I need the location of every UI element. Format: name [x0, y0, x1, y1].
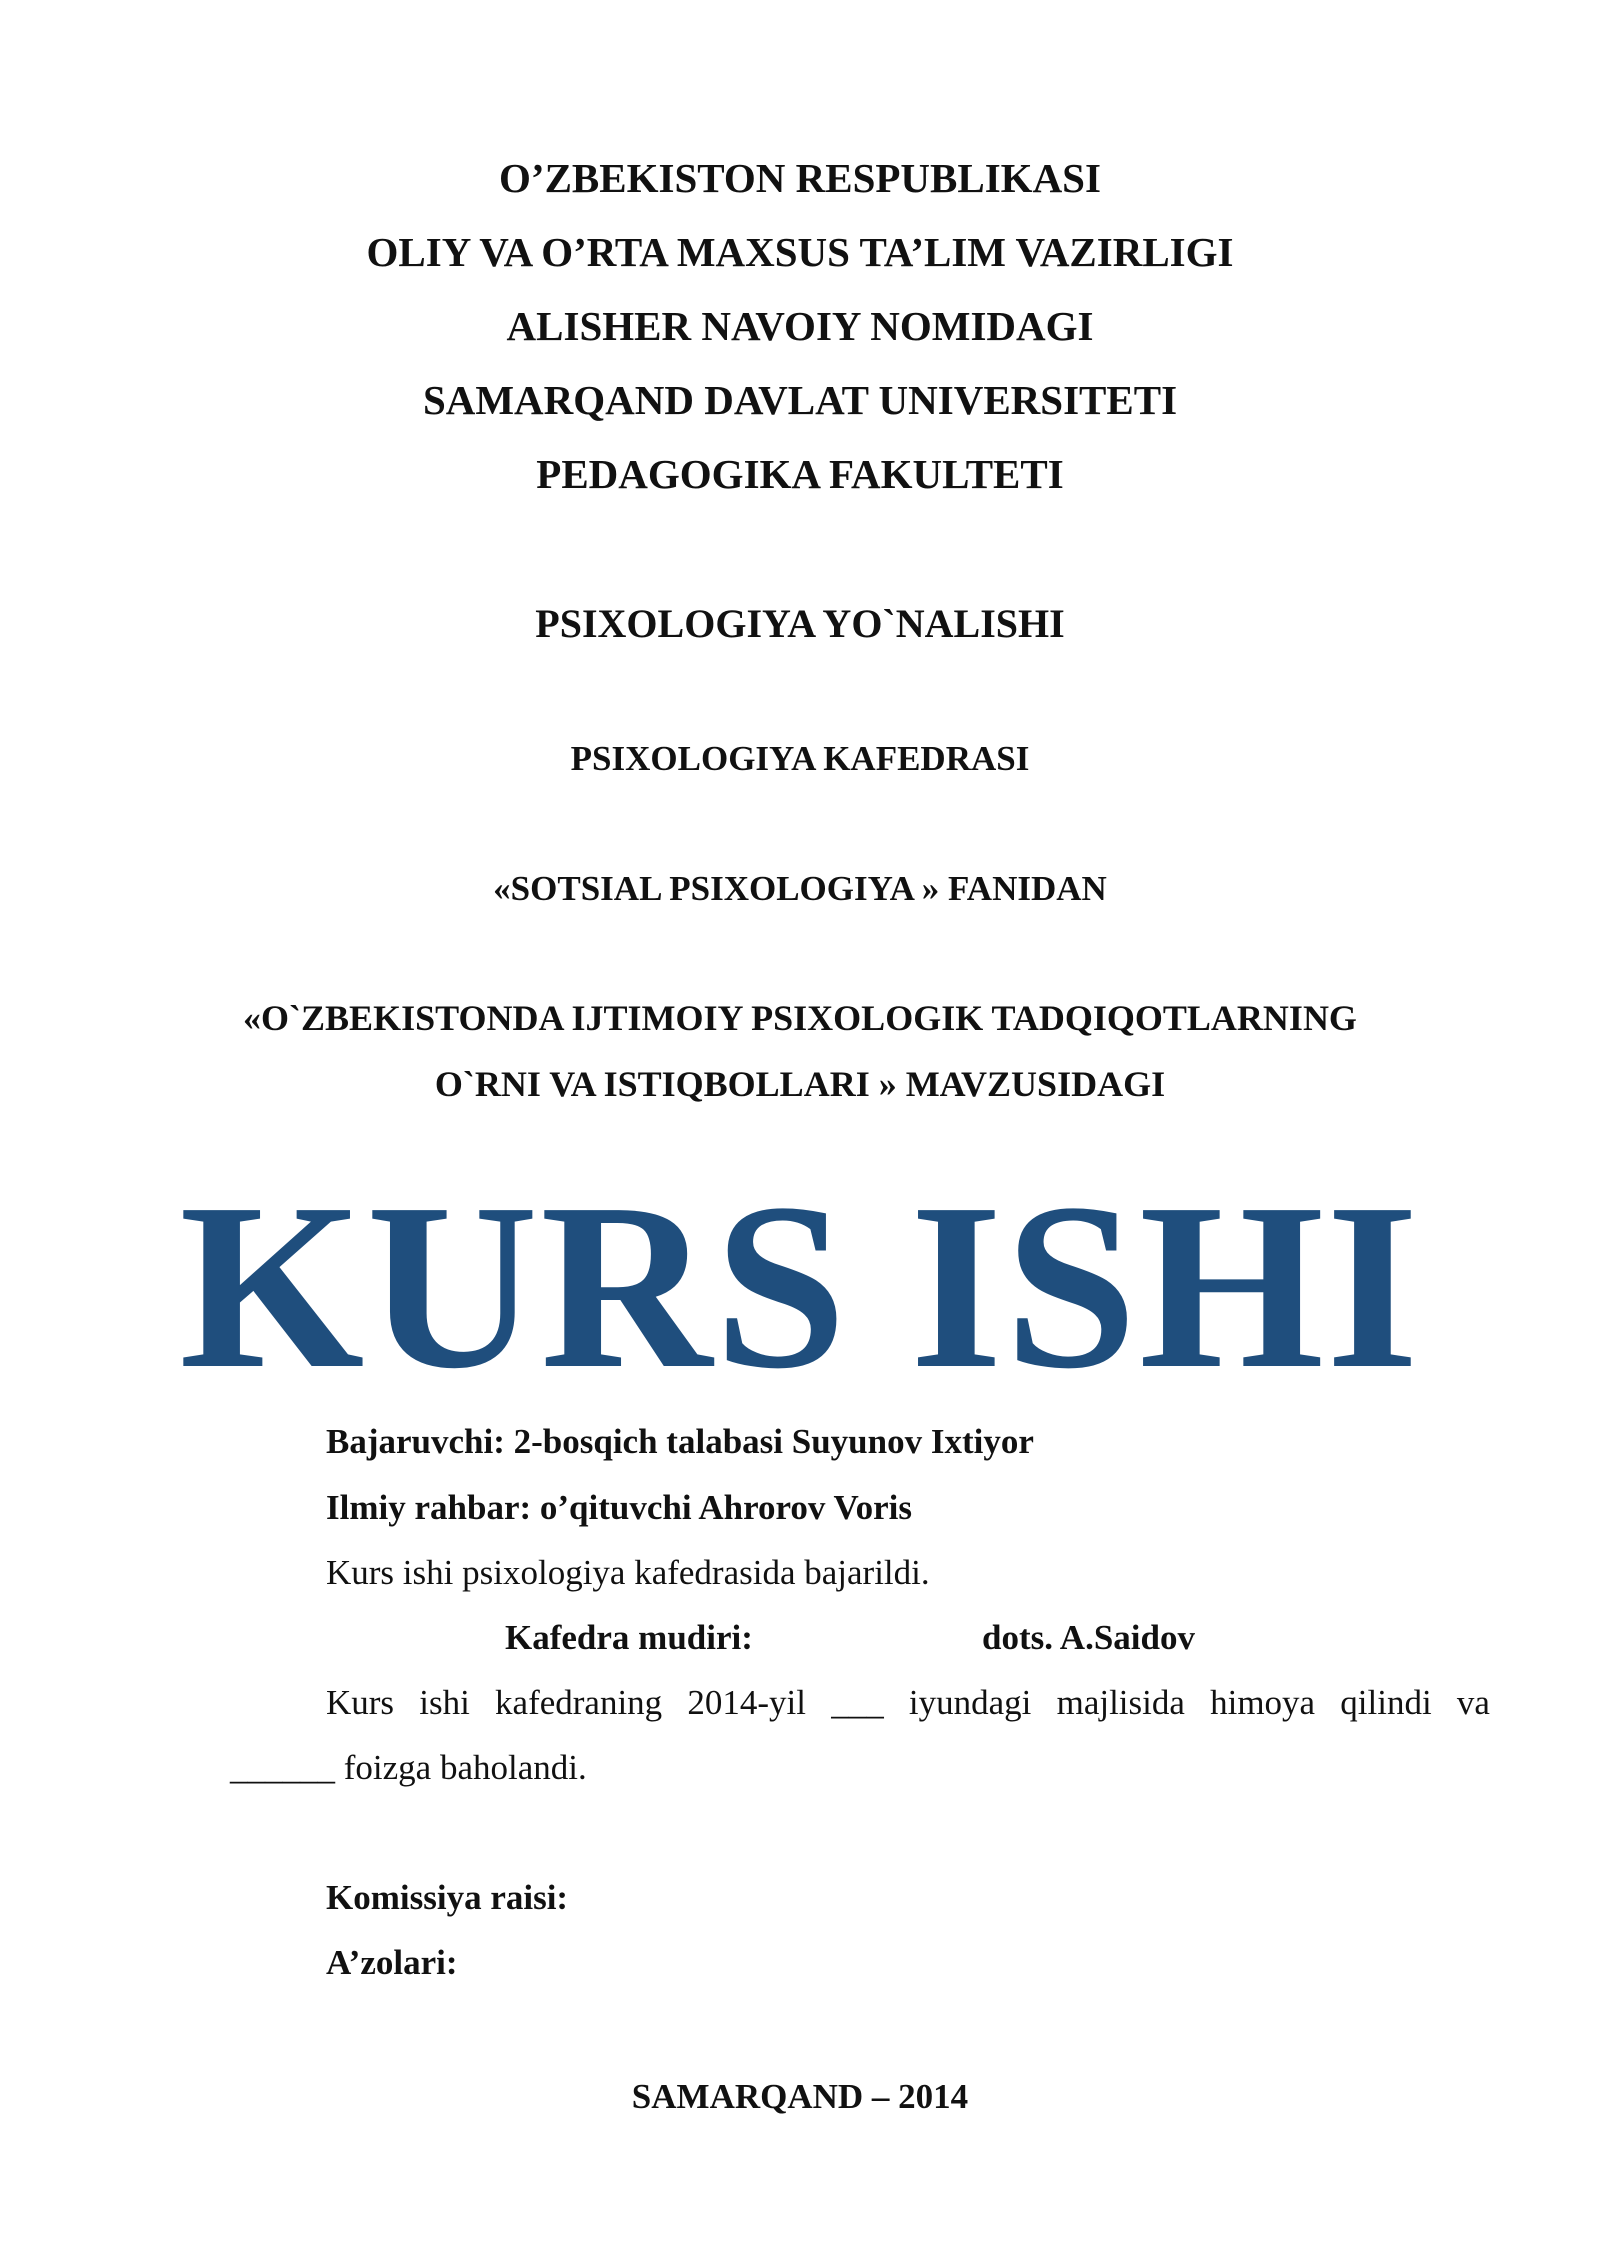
- faculty-heading: PEDAGOGIKA FAKULTETI: [536, 451, 1064, 497]
- department-heading: PSIXOLOGIYA KAFEDRASI: [570, 739, 1030, 778]
- ministry-heading: OLIY VA O’RTA MAXSUS TA’LIM VAZIRLIGI: [366, 229, 1234, 275]
- defense-line: [326, 1685, 1490, 1720]
- performer-line: Bajaruvchi: 2-bosqich talabasi Suyunov Ixtiyor: [326, 1422, 1034, 1461]
- defense-word: iyundagi: [908, 1683, 1032, 1722]
- commission-chair-label: Komissiya raisi:: [326, 1878, 569, 1917]
- department-head-name: dots. A.Saidov: [982, 1618, 1195, 1657]
- defense-word: va: [1456, 1683, 1490, 1722]
- topic-line-1: «O`ZBEKISTONDA IJTIMOIY PSIXOLOGIK TADQIQOTLARNING: [243, 998, 1357, 1038]
- city-year-footer: SAMARQAND – 2014: [631, 2077, 969, 2116]
- document-type-title: KURS ISHI: [179, 1155, 1421, 1418]
- subject-heading: «SOTSIAL PSIXOLOGIYA » FANIDAN: [493, 869, 1107, 908]
- topic-line-2: O`RNI VA ISTIQBOLLARI » MAVZUSIDAGI: [434, 1064, 1166, 1104]
- defense-word: majlisida: [1056, 1683, 1185, 1722]
- defense-word: kafedraning: [495, 1683, 663, 1722]
- defense-word: ___: [831, 1683, 884, 1722]
- direction-heading: PSIXOLOGIYA YO`NALISHI: [535, 601, 1065, 646]
- university-heading: SAMARQAND DAVLAT UNIVERSITETI: [422, 377, 1178, 423]
- country-heading: O’ZBEKISTON RESPUBLIKASI: [499, 155, 1101, 201]
- defense-word: 2014-yil: [687, 1683, 806, 1722]
- defense-word: qilindi: [1340, 1683, 1432, 1722]
- defense-word: ishi: [419, 1683, 470, 1722]
- named-after-heading: ALISHER NAVOIY NOMIDAGI: [506, 303, 1094, 349]
- department-head-label: Kafedra mudiri:: [505, 1618, 753, 1657]
- completed-note: Kurs ishi psixologiya kafedrasida bajarildi.: [326, 1553, 930, 1592]
- defense-word: Kurs: [326, 1683, 395, 1722]
- members-label: A’zolari:: [326, 1943, 458, 1982]
- supervisor-line: Ilmiy rahbar: o’qituvchi Ahrorov Voris: [326, 1488, 912, 1527]
- defense-word: himoya: [1210, 1683, 1316, 1722]
- defense-line-2: ______ foizga baholandi.: [230, 1748, 587, 1787]
